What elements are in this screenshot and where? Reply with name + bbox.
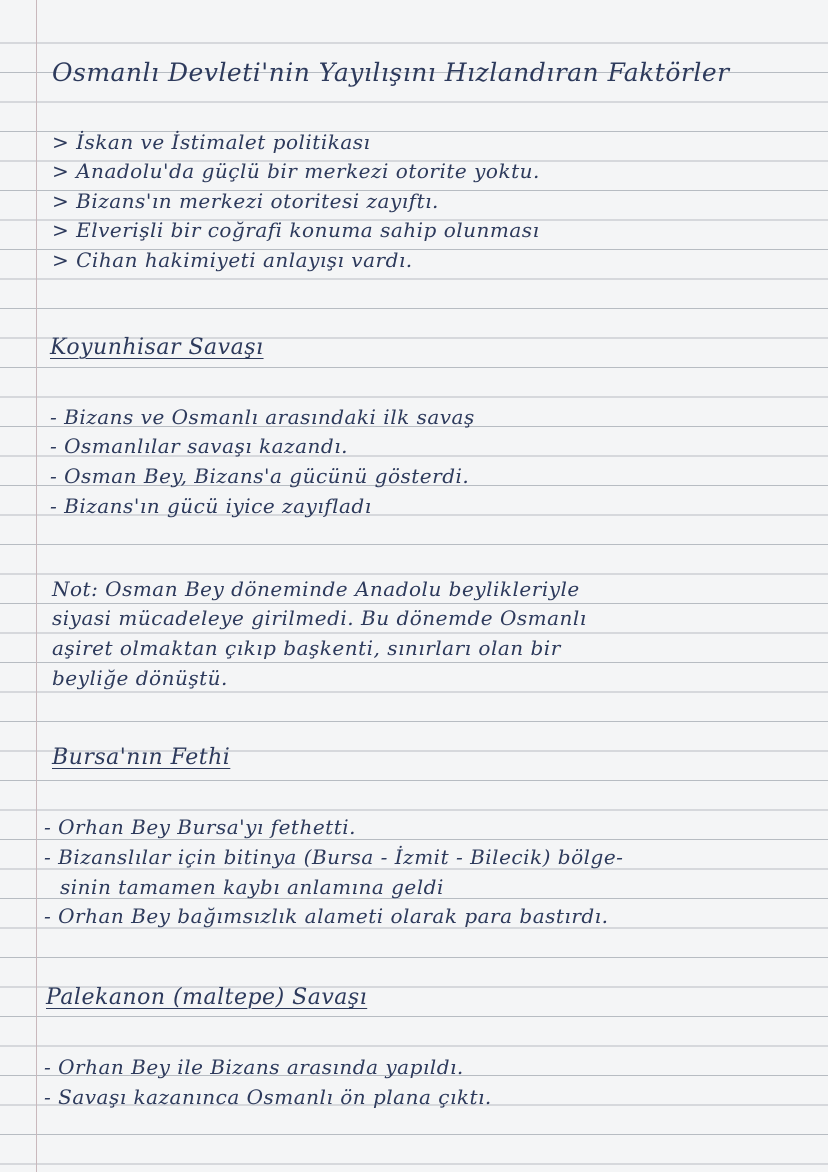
- bursa-item: - Bizanslılar için bitinya (Bursa - İzmit - Bilecik) bölge-: [44, 845, 624, 869]
- koyunhisar-item: - Bizans ve Osmanlı arasındaki ilk savaş: [50, 405, 475, 429]
- factor-item: > Elverişli bir coğrafi konuma sahip olunması: [52, 218, 540, 242]
- koyunhisar-item: - Bizans'ın gücü iyice zayıfladı: [50, 494, 372, 518]
- factor-item: > Anadolu'da güçlü bir merkezi otorite yoktu.: [52, 159, 540, 183]
- page-title: Osmanlı Devleti'nin Yayılışını Hızlandıran Faktörler: [52, 58, 730, 87]
- bursa-item: - Orhan Bey Bursa'yı fethetti.: [44, 815, 357, 839]
- palekanon-heading: Palekanon (maltepe) Savaşı: [46, 985, 368, 1010]
- factor-item: > İskan ve İstimalet politikası: [52, 130, 371, 154]
- koyunhisar-item: - Osmanlılar savaşı kazandı.: [50, 434, 348, 458]
- bursa-item: - Orhan Bey bağımsızlık alameti olarak para bastırdı.: [44, 904, 609, 928]
- koyunhisar-item: - Osman Bey, Bizans'a gücünü gösterdi.: [50, 464, 470, 488]
- factor-item: > Bizans'ın merkezi otoritesi zayıftı.: [52, 189, 439, 213]
- note-line: Not: Osman Bey döneminde Anadolu beylikleriyle: [52, 577, 580, 601]
- note-line: aşiret olmaktan çıkıp başkenti, sınırları olan bir: [52, 636, 561, 660]
- bursa-item: sinin tamamen kaybı anlamına geldi: [60, 875, 444, 899]
- palekanon-item: - Orhan Bey ile Bizans arasında yapıldı.: [44, 1055, 464, 1079]
- margin-line: [36, 0, 37, 1172]
- palekanon-item: - Savaşı kazanınca Osmanlı ön plana çıktı.: [44, 1085, 492, 1109]
- koyunhisar-heading: Koyunhisar Savaşı: [50, 335, 264, 360]
- note-line: siyasi mücadeleye girilmedi. Bu dönemde Osmanlı: [52, 606, 587, 630]
- note-line: beyliğe dönüştü.: [52, 666, 228, 690]
- bursa-heading: Bursa'nın Fethi: [52, 745, 231, 770]
- factor-item: > Cihan hakimiyeti anlayışı vardı.: [52, 248, 413, 272]
